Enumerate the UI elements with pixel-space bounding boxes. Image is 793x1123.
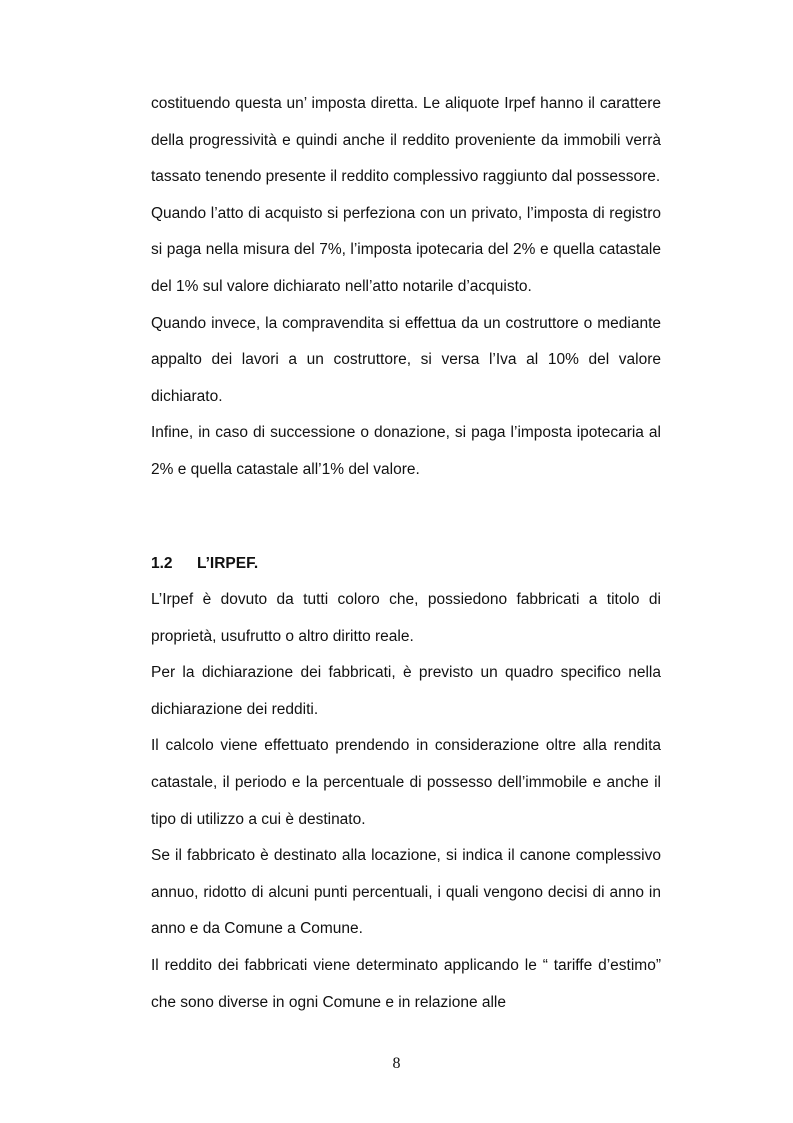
- section-2-body: [151, 582, 661, 1021]
- paragraph: Quando l’atto di acquisto si perfeziona con un privato, l’imposta di registro si paga nella misura del 7%, l’imposta ipotecaria del 2% e quella catastale del 1% sul valore dichiarato nell’atto notarile d’acquisto.: [151, 204, 661, 295]
- section-1-body: [151, 86, 661, 489]
- paragraph: Infine, in caso di successione o donazione, si paga l’imposta ipotecaria al 2% e quella catastale all’1% del valore.: [151, 424, 661, 478]
- paragraph: Se il fabbricato è destinato alla locazione, si indica il canone complessivo annuo, ridotto di alcuni punti percentuali, i quali vengono decisi di anno in anno e da Comune a Comune.: [151, 847, 661, 938]
- section-title: L’IRPEF.: [197, 555, 259, 572]
- paragraph: costituendo questa un’ imposta diretta. Le aliquote Irpef hanno il carattere della progressività e quindi anche il reddito proveniente da immobili verrà tassato tenendo presente il reddito complessivo raggiunto dal possessore.: [151, 95, 661, 186]
- section-heading: [151, 549, 661, 579]
- paragraph: Il reddito dei fabbricati viene determinato applicando le “ tariffe d’estimo” che sono diverse in ogni Comune e in relazione alle: [151, 956, 661, 1011]
- paragraph: Per la dichiarazione dei fabbricati, è previsto un quadro specifico nella dichiarazione dei redditi.: [151, 664, 661, 718]
- page-number: 8: [392, 1055, 401, 1072]
- section-number: 1.2: [151, 555, 173, 572]
- paragraph: L’Irpef è dovuto da tutti coloro che, possiedono fabbricati a titolo di proprietà, usufrutto o altro diritto reale.: [151, 591, 661, 645]
- paragraph: Quando invece, la compravendita si effettua da un costruttore o mediante appalto dei lavori a un costruttore, si versa l’Iva al 10% del valore dichiarato.: [151, 314, 661, 405]
- paragraph: Il calcolo viene effettuato prendendo in considerazione oltre alla rendita catastale, il periodo e la percentuale di possesso dell’immobile e anche il tipo di utilizzo a cui è destinato.: [151, 737, 661, 828]
